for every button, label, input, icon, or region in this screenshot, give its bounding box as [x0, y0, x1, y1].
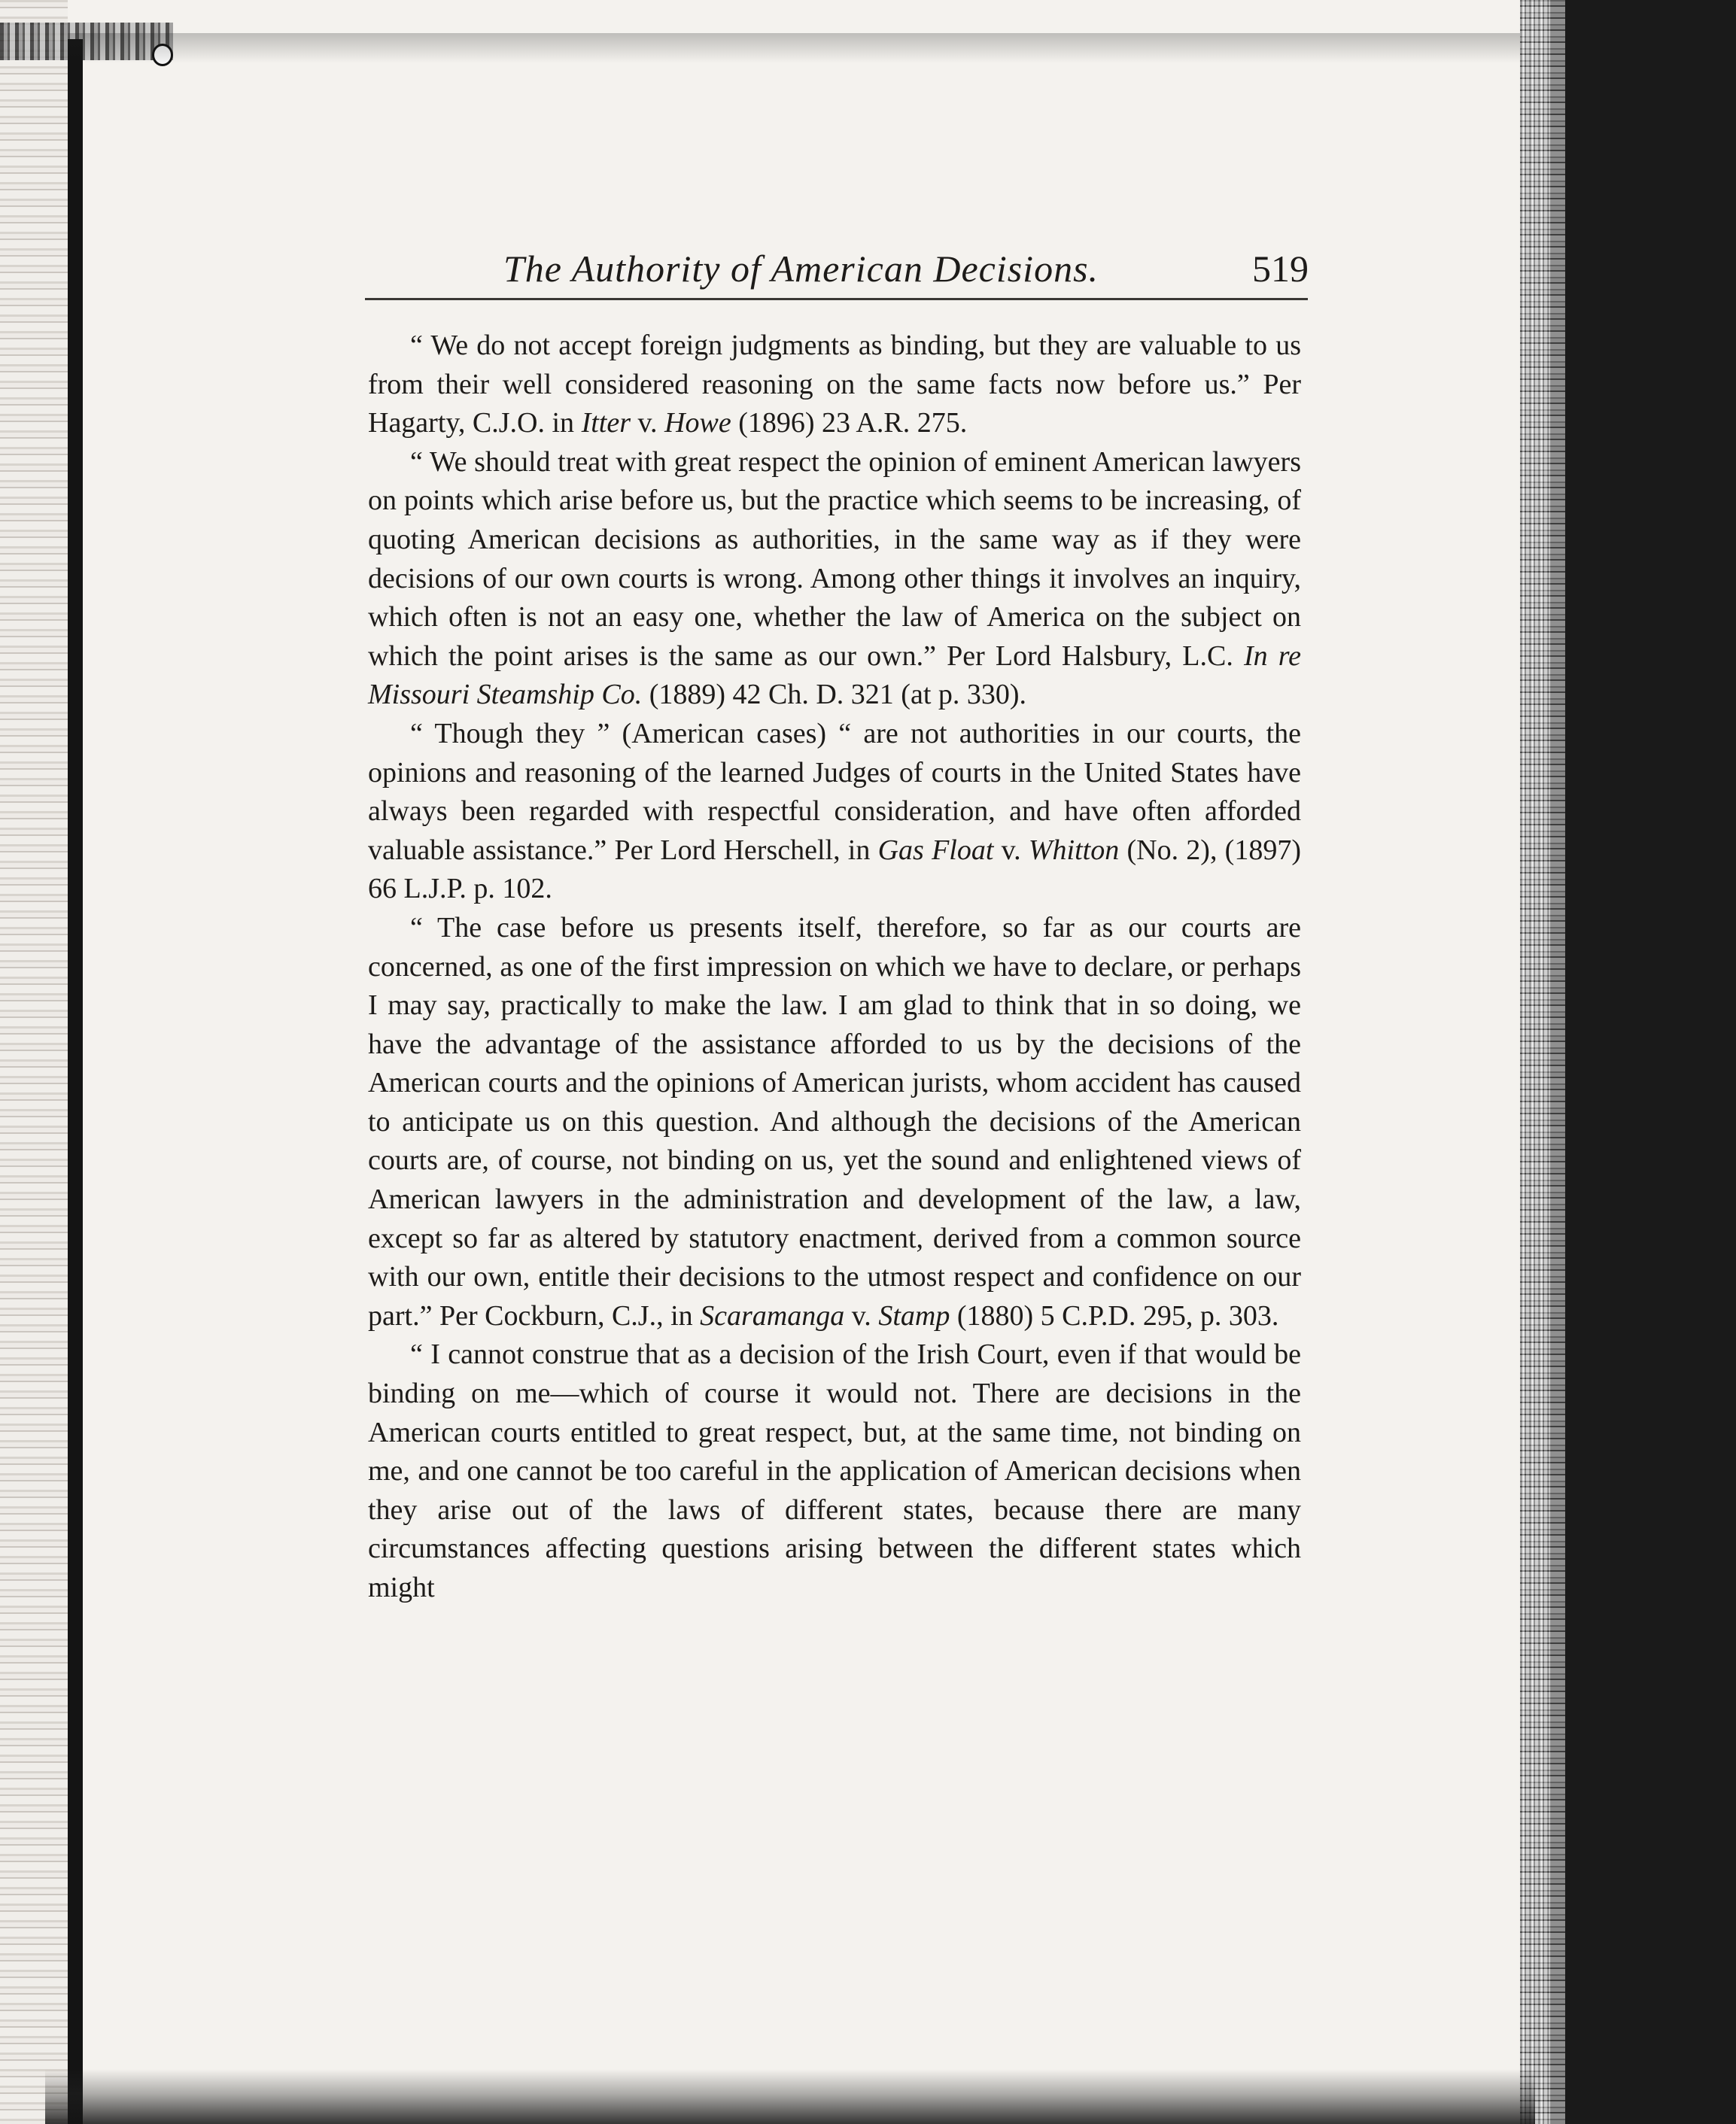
- running-head: [368, 242, 1309, 295]
- citation: (No. 2), (1897) 66 L.J.P. p. 102.: [368, 834, 1301, 905]
- quote-halsbury: [368, 443, 1301, 715]
- quote-herschell: [368, 715, 1301, 909]
- case-name: Stamp: [878, 1299, 950, 1332]
- case-name: Scaramanga: [700, 1299, 845, 1332]
- case-name: Itter: [581, 407, 631, 439]
- quote-text: “ I cannot construe that as a decision of the Irish Court, even if that would be binding on me—which of course it would not. There are decisions in the American courts entitled to great respect, but, at the same time, not binding on me, and one cannot be too careful in the application of American decisions when they arise out of the laws of different states, because there are many circumstances affecting questions arising between the different states which might: [368, 1339, 1301, 1603]
- quote-text: “ The case before us presents itself, therefore, so far as our courts are concerned, as one of the first impression on which we have to declare, or perhaps I may say, practically to make the law. I am glad to think that in so doing, we have the advantage of the assistance afforded to us by the decisions of the American courts and the opinions of American jurists, whom accident has caused to anticipate us on this question. And although the decisions of the American courts are, of course, not binding on us, yet the sound and enlightened views of American lawyers in the administration and development of the law, a law, except so far as altered by statutory enactment, derived from a common source with our own, entitle their decisions to the utmost respect and confidence on our part.” Per Cockburn, C.J., in: [368, 911, 1301, 1332]
- quote-irish-court: [368, 1335, 1301, 1607]
- versus: v.: [844, 1299, 879, 1332]
- header-rule: [365, 298, 1308, 300]
- case-name: Whitton: [1028, 834, 1120, 866]
- scan-binding-shadow: [68, 39, 83, 2124]
- case-name: Gas Float: [877, 834, 994, 866]
- citation: (1889) 42 Ch. D. 321 (at p. 330).: [642, 679, 1027, 711]
- citation: (1896) 23 A.R. 275.: [731, 407, 968, 439]
- page-body: [368, 327, 1301, 1608]
- versus: v.: [993, 834, 1029, 866]
- quote-text: “ We should treat with great respect the opinion of eminent American lawyers on points which arise before us, but the practice which seems to be increasing, of quoting American decisions as authorities, in the same way as if they were decisions of our own courts is wrong. Among other things it involves an inquiry, which often is not an easy one, whether the law of America on the subject on which the point arises is the same as our own.” Per Lord Halsbury, L.C.: [368, 445, 1301, 672]
- quote-cockburn: [368, 909, 1301, 1336]
- running-title: The Authority of American Decisions.: [503, 248, 1099, 290]
- quote-text: “ We do not accept foreign judgments as binding, but they are valuable to us from their well considered reasoning on the same facts now before us.” Per Hagarty, C.J.O. in: [368, 330, 1301, 439]
- citation: (1880) 5 C.P.D. 295, p. 303.: [950, 1299, 1279, 1332]
- page-number: 519: [1252, 248, 1309, 290]
- scan-top-shadow: [68, 33, 1535, 63]
- quote-text: “ Though they ” (American cases) “ are not authorities in our courts, the opinions and reasoning of the learned Judges of courts in the United States have always been regarded with respectful consideration, and have often afforded valuable assistance.” Per Lord Herschell, in: [368, 717, 1301, 866]
- scan-right-edge-noise: [1520, 0, 1565, 2124]
- quote-hagarty: [368, 327, 1301, 443]
- case-name: In re Missouri Steamship Co.: [368, 640, 1302, 711]
- versus: v.: [631, 407, 665, 439]
- scan-left-margin-noise: [0, 0, 68, 2124]
- scan-bottom-shadow: [45, 2069, 1535, 2124]
- case-name: Howe: [664, 407, 731, 439]
